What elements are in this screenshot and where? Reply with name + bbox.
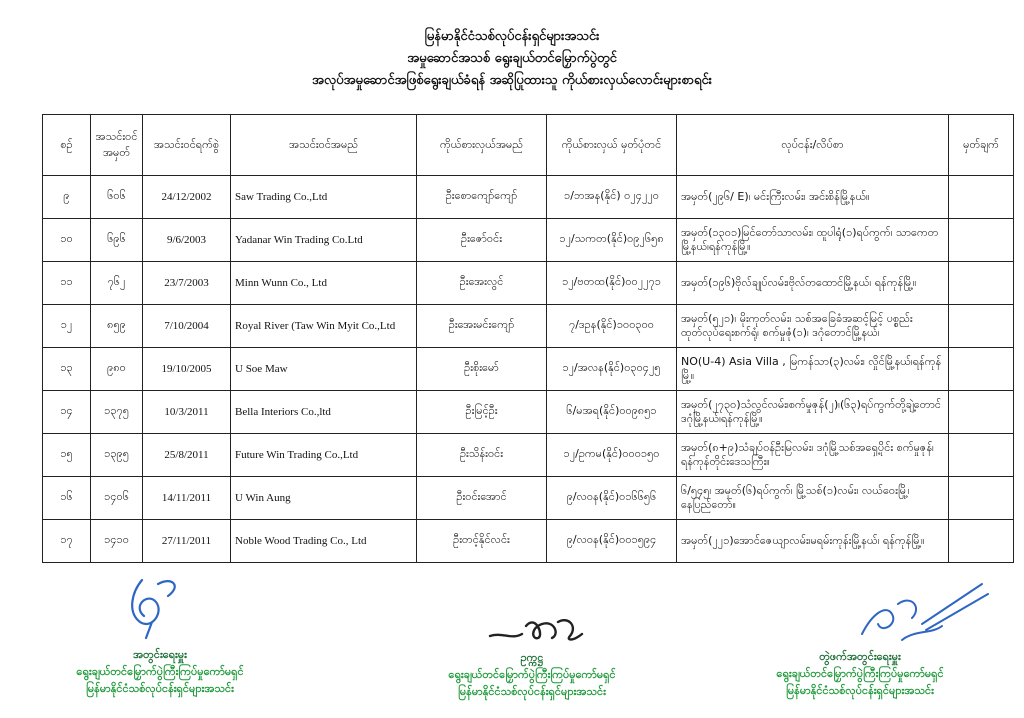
cell-nrc: ၉/လဝန(နိုင်)၀၁၆၆၅၆: [547, 477, 677, 520]
table-row: [43, 219, 1014, 262]
table-row: [43, 176, 1014, 219]
cell-nrc: ၁၂/ဥကမ(နိုင်)၀၀၀၁၅၀: [547, 434, 677, 477]
cell-no: ၁၅: [43, 434, 91, 477]
cell-no: ၁၇: [43, 520, 91, 563]
cell-name: Bella Interiors Co.,ltd: [231, 391, 417, 434]
cell-rep: ဦးစိုးမော်: [417, 348, 547, 391]
cell-date: 14/11/2011: [143, 477, 231, 520]
signature-mark-joint-secretary: [842, 574, 992, 654]
cell-address: အမှတ်(၁၃၀၁)မြင်တော်သာလမ်း၊ ထူပါရုံ(၁)ရပ်ကွက်၊ သာကေတမြို့နယ်၊ရန်ကုန်မြို့။: [677, 219, 949, 262]
cell-date: 27/11/2011: [143, 520, 231, 563]
document-header: [0, 26, 1024, 92]
cell-date: 10/3/2011: [143, 391, 231, 434]
cell-address: အမှတ်(၁၉၆)ဗိုလ်ချုပ်လမ်း၊ဗိုလ်တထောင်မြို့နယ်၊ ရန်ကုန်မြို့။: [677, 262, 949, 305]
cell-nrc: ၁၂/သကတ(နိုင်)၀၉၂၆၅၈: [547, 219, 677, 262]
cell-no: ၁၃: [43, 348, 91, 391]
table-row: [43, 262, 1014, 305]
cell-no: ၉: [43, 176, 91, 219]
cell-rep: ဦးဝင်းအောင်: [417, 477, 547, 520]
cell-nrc: ၁၂/အလန(နိုင်)၀၃၀၄၂၅: [547, 348, 677, 391]
cell-member-no: ၈၅၉: [91, 305, 143, 348]
cell-member-no: ၁၄၁၀: [91, 520, 143, 563]
cell-name: Noble Wood Trading Co., Ltd: [231, 520, 417, 563]
table-row: [43, 434, 1014, 477]
signature-mark-chairman: [482, 606, 592, 650]
header-line-2: အမှုဆောင်အသစ် ရွေးချယ်တင်မြှောက်ပွဲတွင်: [407, 51, 617, 66]
signature-commission: ရွေးချယ်တင်မြှောက်ပွဲကြီးကြပ်မှုကော်မရှင်: [76, 665, 244, 678]
cell-nrc: ၇/ဒဥန(နိုင်)၁၀၀၃၀၀: [547, 305, 677, 348]
cell-remark: [949, 434, 1014, 477]
cell-address: အမှတ်(၂၇၃၀)သံလွင်လမ်း၊စက်မှုဇုန်(၂)၊(၆၃)ရပ်ကွက်တို့ချဲ့တောင်ဒဂုံမြို့နယ်၊ရန်ကုန်မြို့။: [677, 391, 949, 434]
cell-name: Saw Trading Co.,Ltd: [231, 176, 417, 219]
cell-nrc: ၁/ဘအန(နိုင်) ၀၂၄၂၂၀: [547, 176, 677, 219]
cell-address: NO(U-4) Asia Villa , မြကန်သာ(၃)လမ်း၊ လှိုင်မြို့နယ်၊ရန်ကုန်မြို့။: [677, 348, 949, 391]
cell-remark: [949, 305, 1014, 348]
cell-address: ၆/၅၄၅၊ အမှတ်(၆)ရပ်ကွက်၊ မြို့သစ်(၁)လမ်း၊ လယ်ဝေးမြို့၊ နေပြည်တော်။: [677, 477, 949, 520]
cell-address: အမှတ်(၂၉၆/ E)၊ မင်းကြီးလမ်း၊ အင်းစိန်မြို့နယ်။: [677, 176, 949, 219]
col-header-nrc: ကိုယ်စားလှယ် မှတ်ပုံတင်: [547, 115, 677, 176]
cell-member-no: ၆၉၆: [91, 219, 143, 262]
cell-member-no: ၉၈၀: [91, 348, 143, 391]
signature-block-chairman: [382, 649, 682, 700]
cell-name: Royal River (Taw Win Myit Co.,Ltd: [231, 305, 417, 348]
cell-address: အမှတ်(၈+၉)သံချပ်ဝန်ဦးမြလမ်း၊ ဒဂုံမြို့သစ်အရှေ့ပိုင်း စက်မှုဇုန်၊ ရန်ကုန်တိုင်းဒေသကြီး။: [677, 434, 949, 477]
signature-title: ဥက္ကဋ္ဌ: [520, 651, 544, 664]
cell-date: 24/12/2002: [143, 176, 231, 219]
signature-block-joint-secretary: [710, 648, 1010, 699]
cell-name: U Win Aung: [231, 477, 417, 520]
col-header-date: အသင်းဝင်ရက်စွဲ: [143, 115, 231, 176]
cell-address: အမှတ်(၂၂၁)အောင်ဇေယျာလမ်း၊မရမ်းကုန်းမြို့နယ်၊ ရန်ကုန်မြို့။: [677, 520, 949, 563]
header-line-3: အလုပ်အမှုဆောင်အဖြစ်ရွေးချယ်ခံရန် အဆိုပြုထားသူ ကိုယ်စားလှယ်လောင်းများစာရင်း: [312, 73, 712, 88]
table-header-row: [43, 115, 1014, 176]
signature-association: မြန်မာနိုင်ငံသစ်လုပ်ငန်းရှင်များအသင်း: [786, 684, 934, 697]
table-row: [43, 391, 1014, 434]
cell-rep: ဦးသိန်းဝင်း: [417, 434, 547, 477]
cell-no: ၁၂: [43, 305, 91, 348]
cell-remark: [949, 348, 1014, 391]
signature-title: အတွင်းရေးမှူး: [133, 648, 187, 661]
cell-member-no: ၆၀၆: [91, 176, 143, 219]
cell-rep: ဦးအေးမင်းကျော်: [417, 305, 547, 348]
cell-name: Yadanar Win Trading Co.Ltd: [231, 219, 417, 262]
cell-member-no: ၁၄၀၆: [91, 477, 143, 520]
header-line-1: မြန်မာနိုင်ငံသစ်လုပ်ငန်းရှင်များအသင်း: [424, 29, 600, 44]
cell-remark: [949, 391, 1014, 434]
cell-name: Future Win Trading Co.,Ltd: [231, 434, 417, 477]
cell-date: 7/10/2004: [143, 305, 231, 348]
candidate-table: [42, 114, 1014, 563]
cell-rep: ဦးတင့်နိုင်လင်း: [417, 520, 547, 563]
signature-block-secretary: [10, 646, 310, 697]
col-header-member-no: အသင်းဝင်အမှတ်: [91, 115, 143, 176]
cell-member-no: ၁၃၉၅: [91, 434, 143, 477]
cell-date: 9/6/2003: [143, 219, 231, 262]
cell-member-no: ၇၆၂: [91, 262, 143, 305]
col-header-address: လုပ်ငန်း/လိပ်စာ: [677, 115, 949, 176]
table-row: [43, 477, 1014, 520]
cell-address: အမှတ်(၅၂၁)၊ မိုးကုတ်လမ်း၊ သစ်အခြေခံအဆင့်မြင့် ပစ္စည်းထုတ်လုပ်ရေးစက်ရုံ၊ စက်မှုဇုံ(၁)၊ ဒဂုံတောင်မြို့နယ်၊: [677, 305, 949, 348]
signature-association: မြန်မာနိုင်ငံသစ်လုပ်ငန်းရှင်များအသင်း: [458, 685, 606, 698]
signature-commission: ရွေးချယ်တင်မြှောက်ပွဲကြီးကြပ်မှုကော်မရှင်: [448, 668, 616, 681]
col-header-remark: မှတ်ချက်: [949, 115, 1014, 176]
cell-remark: [949, 219, 1014, 262]
cell-rep: ဦးစောကျော်ကျော်: [417, 176, 547, 219]
cell-remark: [949, 176, 1014, 219]
signature-mark-secretary: [112, 572, 222, 644]
cell-no: ၁၁: [43, 262, 91, 305]
signature-title: တွဲဖက်အတွင်းရေးမှူး: [819, 650, 901, 663]
cell-rep: ဦးမြင့်ဦး: [417, 391, 547, 434]
table-row: [43, 520, 1014, 563]
cell-nrc: ၆/မအရ(နိုင်)၀၀၉၈၅၁: [547, 391, 677, 434]
cell-date: 25/8/2011: [143, 434, 231, 477]
cell-name: U Soe Maw: [231, 348, 417, 391]
cell-nrc: ၁၂/ဗတထ(နိုင်)၀၀၂၂၇၁: [547, 262, 677, 305]
cell-member-no: ၁၃၇၅: [91, 391, 143, 434]
cell-no: ၁၀: [43, 219, 91, 262]
cell-date: 19/10/2005: [143, 348, 231, 391]
cell-nrc: ၉/လဝန(နိုင်)၀၀၁၅၉၄: [547, 520, 677, 563]
table-row: [43, 348, 1014, 391]
cell-name: Minn Wunn Co., Ltd: [231, 262, 417, 305]
cell-remark: [949, 477, 1014, 520]
cell-remark: [949, 520, 1014, 563]
col-header-no: စဉ်: [43, 115, 91, 176]
table-row: [43, 305, 1014, 348]
cell-remark: [949, 262, 1014, 305]
cell-rep: ဦးဇော်ဝင်း: [417, 219, 547, 262]
cell-rep: ဦးအေးလွင်: [417, 262, 547, 305]
col-header-name: အသင်းဝင်အမည်: [231, 115, 417, 176]
signature-commission: ရွေးချယ်တင်မြှောက်ပွဲကြီးကြပ်မှုကော်မရှင်: [776, 667, 944, 680]
cell-date: 23/7/2003: [143, 262, 231, 305]
cell-no: ၁၄: [43, 391, 91, 434]
col-header-rep: ကိုယ်စားလှယ်အမည်: [417, 115, 547, 176]
cell-no: ၁၆: [43, 477, 91, 520]
signature-association: မြန်မာနိုင်ငံသစ်လုပ်ငန်းရှင်များအသင်း: [86, 682, 234, 695]
